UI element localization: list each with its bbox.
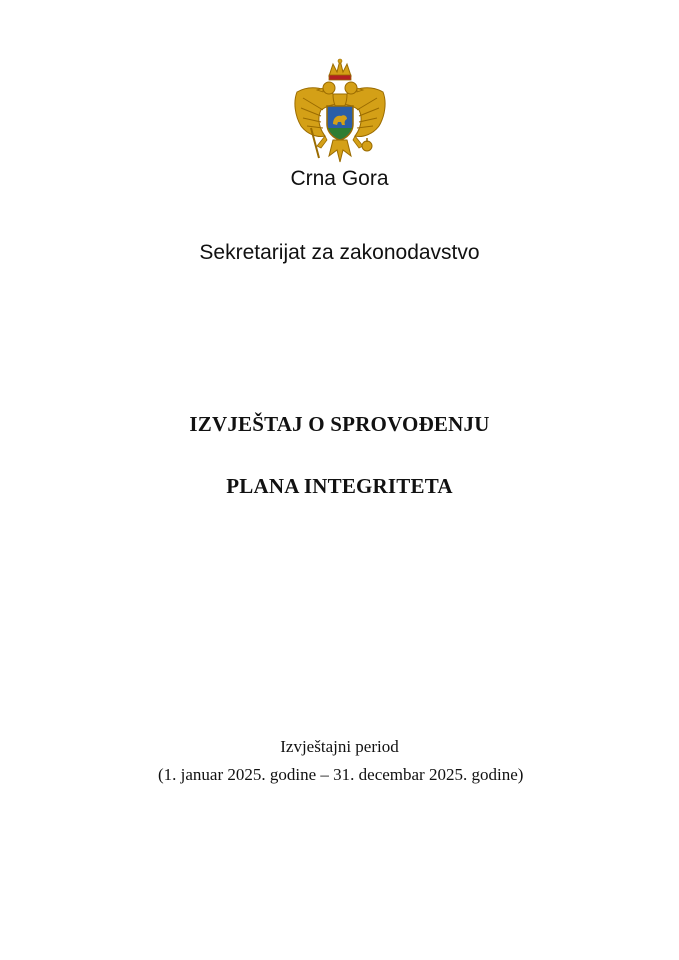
reporting-period-label: Izvještajni period bbox=[280, 737, 399, 756]
report-title-line-2: PLANA INTEGRITETA bbox=[226, 474, 453, 498]
institution-name: Sekretarijat za zakonodavstvo bbox=[199, 241, 480, 264]
country-name: Crna Gora bbox=[290, 167, 389, 190]
report-title-line-1: IZVJEŠTAJ O SPROVOĐENJU bbox=[189, 412, 490, 436]
reporting-period-range: (1. januar 2025. godine – 31. decembar 2025. godine) bbox=[158, 765, 524, 784]
coat-of-arms-icon bbox=[289, 58, 391, 166]
